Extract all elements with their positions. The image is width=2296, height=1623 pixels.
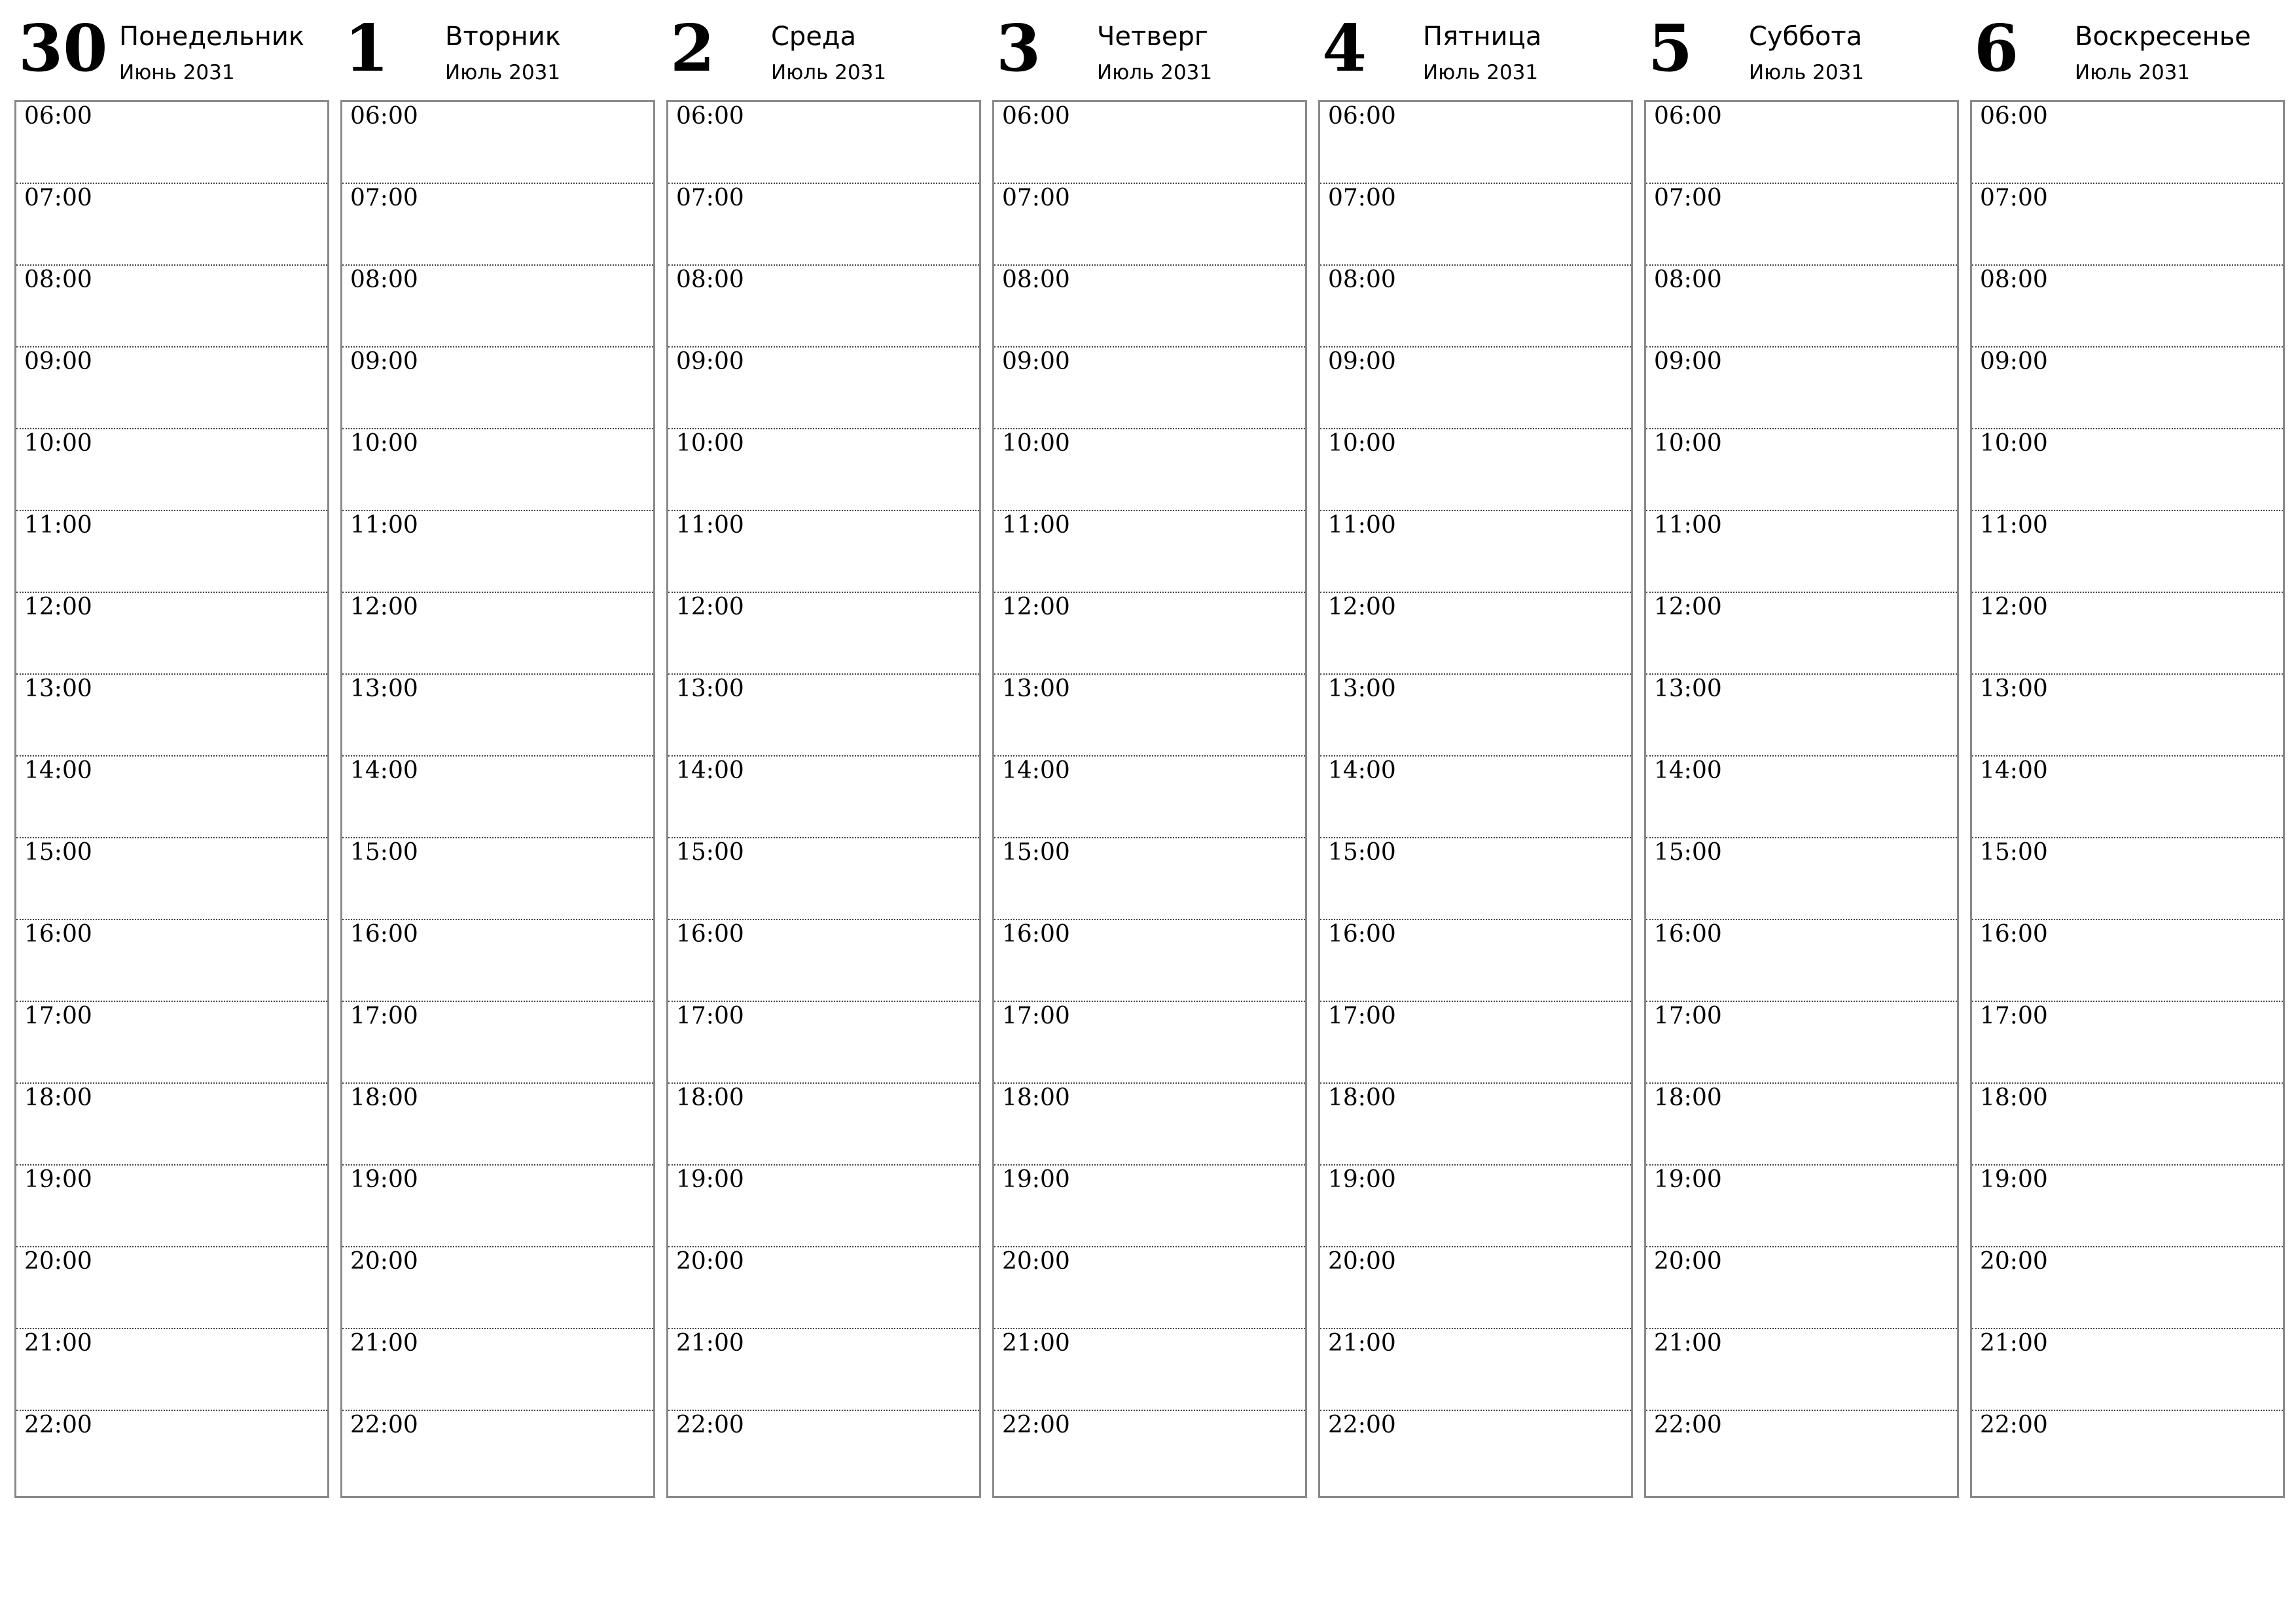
hour-slot[interactable]: [342, 1002, 653, 1084]
hour-slot[interactable]: [1972, 266, 2283, 348]
hour-label: 10:00: [350, 430, 418, 457]
hour-label: 06:00: [1654, 103, 1722, 130]
hour-label: 13:00: [676, 675, 744, 702]
hour-slot[interactable]: [342, 511, 653, 593]
hour-label: 13:00: [1980, 675, 2048, 702]
hour-label: 12:00: [350, 594, 418, 620]
hour-label: 11:00: [24, 512, 92, 539]
hour-slot[interactable]: [994, 429, 1305, 511]
hour-slot[interactable]: [1972, 102, 2283, 184]
hour-slot[interactable]: [1646, 266, 1957, 348]
hour-slot[interactable]: [1646, 102, 1957, 184]
day-schedule-box: [1318, 100, 1633, 1498]
hour-slot[interactable]: [994, 1329, 1305, 1411]
hour-label: 22:00: [1980, 1412, 2048, 1438]
hour-label: 13:00: [1328, 675, 1396, 702]
hour-slot[interactable]: [16, 757, 327, 838]
hour-slot[interactable]: [1320, 1166, 1631, 1247]
hour-label: 19:00: [24, 1166, 92, 1193]
hour-slot[interactable]: [342, 1411, 653, 1493]
hour-label: 14:00: [1002, 757, 1070, 784]
hour-slot[interactable]: [1646, 429, 1957, 511]
hour-label: 19:00: [350, 1166, 418, 1193]
hour-slot[interactable]: [1320, 184, 1631, 266]
hour-label: 18:00: [350, 1084, 418, 1111]
hour-label: 08:00: [1980, 266, 2048, 293]
hour-label: 08:00: [1654, 266, 1722, 293]
hour-slot[interactable]: [342, 266, 653, 348]
hour-label: 13:00: [1002, 675, 1070, 702]
hour-slot[interactable]: [1646, 1084, 1957, 1166]
hour-slot[interactable]: [1320, 920, 1631, 1002]
hour-label: 15:00: [1980, 839, 2048, 866]
day-header: [1644, 0, 1958, 98]
hour-label: 12:00: [1654, 594, 1722, 620]
hour-label: 15:00: [1654, 839, 1722, 866]
hour-label: 07:00: [350, 185, 418, 211]
month-year-label: Июль 2031: [1423, 61, 1539, 84]
hour-label: 17:00: [1002, 1003, 1070, 1029]
month-year-label: Июль 2031: [1097, 61, 1213, 84]
hour-label: 16:00: [1002, 921, 1070, 948]
hour-label: 12:00: [1002, 594, 1070, 620]
hour-label: 15:00: [24, 839, 92, 866]
month-year-label: Июль 2031: [445, 61, 561, 84]
hour-label: 21:00: [1002, 1330, 1070, 1357]
day-column: [14, 0, 328, 1505]
hour-label: 15:00: [1002, 839, 1070, 866]
hour-slot[interactable]: [994, 1411, 1305, 1493]
day-schedule-box: [1970, 100, 2285, 1498]
day-header: [1318, 0, 1632, 98]
hour-slot[interactable]: [1646, 348, 1957, 429]
hour-label: 12:00: [676, 594, 744, 620]
hour-slot[interactable]: [1320, 1247, 1631, 1329]
hour-slot[interactable]: [16, 1329, 327, 1411]
hour-label: 09:00: [24, 348, 92, 375]
day-header: [340, 0, 654, 98]
hour-label: 11:00: [1654, 512, 1722, 539]
hour-slot[interactable]: [16, 348, 327, 429]
hour-label: 10:00: [1002, 430, 1070, 457]
day-schedule-box: [666, 100, 981, 1498]
hour-label: 18:00: [1002, 1084, 1070, 1111]
hour-label: 07:00: [24, 185, 92, 211]
hour-slot[interactable]: [668, 1247, 979, 1329]
hour-slot[interactable]: [1972, 1247, 2283, 1329]
month-year-label: Июнь 2031: [119, 61, 235, 84]
hour-slot[interactable]: [994, 593, 1305, 675]
hour-slot[interactable]: [1972, 1166, 2283, 1247]
weekly-planner: [14, 0, 2284, 1505]
hour-label: 21:00: [24, 1330, 92, 1357]
day-column: [992, 0, 1306, 1505]
hour-label: 20:00: [1002, 1248, 1070, 1275]
hour-slot[interactable]: [668, 1002, 979, 1084]
hour-slot[interactable]: [1646, 511, 1957, 593]
hour-label: 15:00: [350, 839, 418, 866]
hour-slot[interactable]: [342, 1329, 653, 1411]
hour-label: 11:00: [676, 512, 744, 539]
hour-slot[interactable]: [668, 429, 979, 511]
hour-label: 14:00: [1328, 757, 1396, 784]
hour-label: 21:00: [350, 1330, 418, 1357]
hour-label: 18:00: [1654, 1084, 1722, 1111]
hour-label: 11:00: [1980, 512, 2048, 539]
hour-label: 09:00: [1980, 348, 2048, 375]
hour-label: 06:00: [24, 103, 92, 130]
hour-label: 13:00: [24, 675, 92, 702]
hour-label: 17:00: [1328, 1003, 1396, 1029]
hour-label: 18:00: [24, 1084, 92, 1111]
hour-label: 11:00: [1002, 512, 1070, 539]
hour-slot[interactable]: [994, 184, 1305, 266]
hour-label: 07:00: [676, 185, 744, 211]
hour-label: 16:00: [676, 921, 744, 948]
hour-label: 16:00: [1980, 921, 2048, 948]
hour-label: 09:00: [1654, 348, 1722, 375]
hour-slot[interactable]: [1972, 348, 2283, 429]
hour-slot[interactable]: [994, 102, 1305, 184]
hour-slot[interactable]: [668, 1084, 979, 1166]
hour-slot[interactable]: [994, 1002, 1305, 1084]
weekday-label: Воскресенье: [2075, 22, 2251, 52]
hour-slot[interactable]: [668, 1411, 979, 1493]
day-column: [1318, 0, 1632, 1505]
hour-slot[interactable]: [668, 348, 979, 429]
hour-label: 15:00: [676, 839, 744, 866]
hour-slot[interactable]: [16, 838, 327, 920]
month-year-label: Июль 2031: [1749, 61, 1865, 84]
hour-slot[interactable]: [668, 102, 979, 184]
hour-slot[interactable]: [1320, 266, 1631, 348]
hour-label: 15:00: [1328, 839, 1396, 866]
day-number: 6: [1974, 11, 2019, 86]
hour-slot[interactable]: [994, 757, 1305, 838]
hour-label: 07:00: [1654, 185, 1722, 211]
hour-label: 22:00: [1654, 1412, 1722, 1438]
hour-slot[interactable]: [1972, 511, 2283, 593]
hour-slot[interactable]: [668, 511, 979, 593]
hour-label: 19:00: [1002, 1166, 1070, 1193]
day-schedule-box: [340, 100, 655, 1498]
hour-slot[interactable]: [668, 593, 979, 675]
hour-label: 19:00: [1980, 1166, 2048, 1193]
hour-slot[interactable]: [668, 757, 979, 838]
hour-slot[interactable]: [1646, 757, 1957, 838]
day-header: [666, 0, 980, 98]
hour-label: 22:00: [676, 1412, 744, 1438]
hour-label: 09:00: [1328, 348, 1396, 375]
hour-slot[interactable]: [342, 1084, 653, 1166]
hour-label: 11:00: [350, 512, 418, 539]
hour-slot[interactable]: [342, 184, 653, 266]
hour-slot[interactable]: [1646, 1329, 1957, 1411]
day-number: 5: [1648, 11, 1693, 86]
day-number: 30: [18, 11, 108, 86]
hour-slot[interactable]: [16, 1084, 327, 1166]
hour-label: 20:00: [676, 1248, 744, 1275]
hour-label: 22:00: [1328, 1412, 1396, 1438]
hour-slot[interactable]: [1646, 593, 1957, 675]
hour-slot[interactable]: [1972, 429, 2283, 511]
hour-label: 08:00: [350, 266, 418, 293]
hour-slot[interactable]: [994, 675, 1305, 757]
hour-slot[interactable]: [1972, 757, 2283, 838]
hour-label: 21:00: [1654, 1330, 1722, 1357]
hour-label: 06:00: [350, 103, 418, 130]
day-schedule-box: [992, 100, 1307, 1498]
hour-label: 08:00: [1002, 266, 1070, 293]
hour-label: 17:00: [1980, 1003, 2048, 1029]
hour-label: 08:00: [24, 266, 92, 293]
hour-slot[interactable]: [1320, 1002, 1631, 1084]
hour-slot[interactable]: [1646, 1247, 1957, 1329]
hour-label: 17:00: [1654, 1003, 1722, 1029]
hour-label: 18:00: [1980, 1084, 2048, 1111]
hour-label: 06:00: [1328, 103, 1396, 130]
day-header: [14, 0, 328, 98]
day-header: [992, 0, 1306, 98]
hour-label: 09:00: [350, 348, 418, 375]
day-number: 4: [1322, 11, 1367, 86]
hour-slot[interactable]: [1320, 511, 1631, 593]
hour-label: 22:00: [24, 1412, 92, 1438]
hour-slot[interactable]: [16, 1247, 327, 1329]
hour-label: 19:00: [1328, 1166, 1396, 1193]
hour-slot[interactable]: [1972, 1084, 2283, 1166]
hour-slot[interactable]: [16, 1002, 327, 1084]
hour-label: 17:00: [676, 1003, 744, 1029]
hour-slot[interactable]: [668, 920, 979, 1002]
hour-slot[interactable]: [342, 920, 653, 1002]
hour-slot[interactable]: [16, 920, 327, 1002]
hour-slot[interactable]: [1646, 838, 1957, 920]
hour-slot[interactable]: [16, 1166, 327, 1247]
hour-label: 06:00: [1980, 103, 2048, 130]
hour-slot[interactable]: [16, 1411, 327, 1493]
hour-label: 19:00: [676, 1166, 744, 1193]
hour-label: 17:00: [24, 1003, 92, 1029]
hour-slot[interactable]: [1320, 429, 1631, 511]
hour-label: 10:00: [676, 430, 744, 457]
hour-label: 17:00: [350, 1003, 418, 1029]
hour-slot[interactable]: [342, 838, 653, 920]
hour-slot[interactable]: [16, 593, 327, 675]
hour-label: 10:00: [24, 430, 92, 457]
hour-label: 18:00: [1328, 1084, 1396, 1111]
month-year-label: Июль 2031: [771, 61, 887, 84]
hour-slot[interactable]: [994, 1247, 1305, 1329]
hour-slot[interactable]: [16, 429, 327, 511]
hour-slot[interactable]: [1320, 838, 1631, 920]
day-number: 3: [996, 11, 1041, 86]
hour-slot[interactable]: [1646, 1002, 1957, 1084]
hour-slot[interactable]: [1972, 1329, 2283, 1411]
hour-slot[interactable]: [994, 266, 1305, 348]
hour-label: 21:00: [1328, 1330, 1396, 1357]
hour-label: 14:00: [24, 757, 92, 784]
hour-label: 14:00: [676, 757, 744, 784]
weekday-label: Пятница: [1423, 22, 1542, 52]
month-year-label: Июль 2031: [2075, 61, 2191, 84]
hour-slot[interactable]: [1320, 348, 1631, 429]
hour-label: 22:00: [350, 1412, 418, 1438]
hour-slot[interactable]: [1972, 675, 2283, 757]
hour-slot[interactable]: [668, 184, 979, 266]
day-schedule-box: [14, 100, 329, 1498]
day-schedule-box: [1644, 100, 1959, 1498]
hour-slot[interactable]: [1320, 593, 1631, 675]
hour-slot[interactable]: [668, 675, 979, 757]
weekday-label: Среда: [771, 22, 857, 52]
hour-slot[interactable]: [16, 266, 327, 348]
weekday-label: Вторник: [445, 22, 561, 52]
hour-label: 16:00: [24, 921, 92, 948]
day-column: [340, 0, 654, 1505]
hour-slot[interactable]: [1972, 838, 2283, 920]
hour-slot[interactable]: [1646, 1166, 1957, 1247]
hour-label: 10:00: [1654, 430, 1722, 457]
weekday-label: Понедельник: [119, 22, 305, 52]
hour-label: 12:00: [1980, 594, 2048, 620]
hour-slot[interactable]: [994, 348, 1305, 429]
hour-label: 11:00: [1328, 512, 1396, 539]
weekday-label: Четверг: [1097, 22, 1208, 52]
hour-label: 20:00: [350, 1248, 418, 1275]
hour-slot[interactable]: [16, 675, 327, 757]
hour-slot[interactable]: [994, 838, 1305, 920]
hour-slot[interactable]: [1646, 920, 1957, 1002]
hour-slot[interactable]: [1972, 593, 2283, 675]
hour-slot[interactable]: [668, 838, 979, 920]
hour-label: 21:00: [1980, 1330, 2048, 1357]
day-number: 2: [670, 11, 715, 86]
hour-label: 06:00: [1002, 103, 1070, 130]
hour-slot[interactable]: [342, 675, 653, 757]
hour-slot[interactable]: [16, 184, 327, 266]
hour-label: 13:00: [1654, 675, 1722, 702]
hour-label: 06:00: [676, 103, 744, 130]
hour-label: 10:00: [1980, 430, 2048, 457]
hour-label: 07:00: [1328, 185, 1396, 211]
hour-label: 13:00: [350, 675, 418, 702]
hour-slot[interactable]: [342, 102, 653, 184]
hour-slot[interactable]: [668, 266, 979, 348]
hour-label: 09:00: [676, 348, 744, 375]
hour-label: 12:00: [24, 594, 92, 620]
hour-slot[interactable]: [668, 1166, 979, 1247]
hour-label: 12:00: [1328, 594, 1396, 620]
hour-slot[interactable]: [1646, 1411, 1957, 1493]
hour-label: 08:00: [676, 266, 744, 293]
hour-slot[interactable]: [16, 102, 327, 184]
hour-label: 08:00: [1328, 266, 1396, 293]
hour-slot[interactable]: [1320, 757, 1631, 838]
hour-slot[interactable]: [342, 1247, 653, 1329]
hour-slot[interactable]: [1320, 1329, 1631, 1411]
hour-label: 14:00: [1980, 757, 2048, 784]
hour-label: 16:00: [1328, 921, 1396, 948]
hour-label: 20:00: [1654, 1248, 1722, 1275]
hour-slot[interactable]: [668, 1329, 979, 1411]
hour-slot[interactable]: [342, 429, 653, 511]
hour-label: 20:00: [1328, 1248, 1396, 1275]
hour-label: 21:00: [676, 1330, 744, 1357]
weekday-label: Суббота: [1749, 22, 1863, 52]
hour-label: 07:00: [1002, 185, 1070, 211]
hour-slot[interactable]: [1972, 920, 2283, 1002]
day-number: 1: [344, 11, 389, 86]
hour-slot[interactable]: [994, 511, 1305, 593]
hour-slot[interactable]: [342, 1166, 653, 1247]
hour-label: 20:00: [1980, 1248, 2048, 1275]
hour-slot[interactable]: [342, 757, 653, 838]
hour-label: 18:00: [676, 1084, 744, 1111]
hour-slot[interactable]: [342, 348, 653, 429]
hour-label: 09:00: [1002, 348, 1070, 375]
day-column: [666, 0, 980, 1505]
hour-label: 07:00: [1980, 185, 2048, 211]
hour-slot[interactable]: [994, 1166, 1305, 1247]
hour-slot[interactable]: [994, 920, 1305, 1002]
hour-slot[interactable]: [1320, 1084, 1631, 1166]
hour-label: 14:00: [350, 757, 418, 784]
hour-label: 10:00: [1328, 430, 1396, 457]
day-header: [1970, 0, 2284, 98]
hour-slot[interactable]: [16, 511, 327, 593]
hour-slot[interactable]: [1972, 1002, 2283, 1084]
day-column: [1970, 0, 2284, 1505]
hour-label: 22:00: [1002, 1412, 1070, 1438]
hour-label: 14:00: [1654, 757, 1722, 784]
hour-label: 16:00: [350, 921, 418, 948]
hour-slot[interactable]: [342, 593, 653, 675]
hour-slot[interactable]: [1972, 184, 2283, 266]
hour-label: 19:00: [1654, 1166, 1722, 1193]
hour-slot[interactable]: [1320, 675, 1631, 757]
hour-label: 16:00: [1654, 921, 1722, 948]
hour-slot[interactable]: [1972, 1411, 2283, 1493]
hour-slot[interactable]: [1646, 184, 1957, 266]
hour-slot[interactable]: [1320, 1411, 1631, 1493]
hour-label: 20:00: [24, 1248, 92, 1275]
day-column: [1644, 0, 1958, 1505]
hour-slot[interactable]: [1646, 675, 1957, 757]
hour-slot[interactable]: [1320, 102, 1631, 184]
hour-slot[interactable]: [994, 1084, 1305, 1166]
